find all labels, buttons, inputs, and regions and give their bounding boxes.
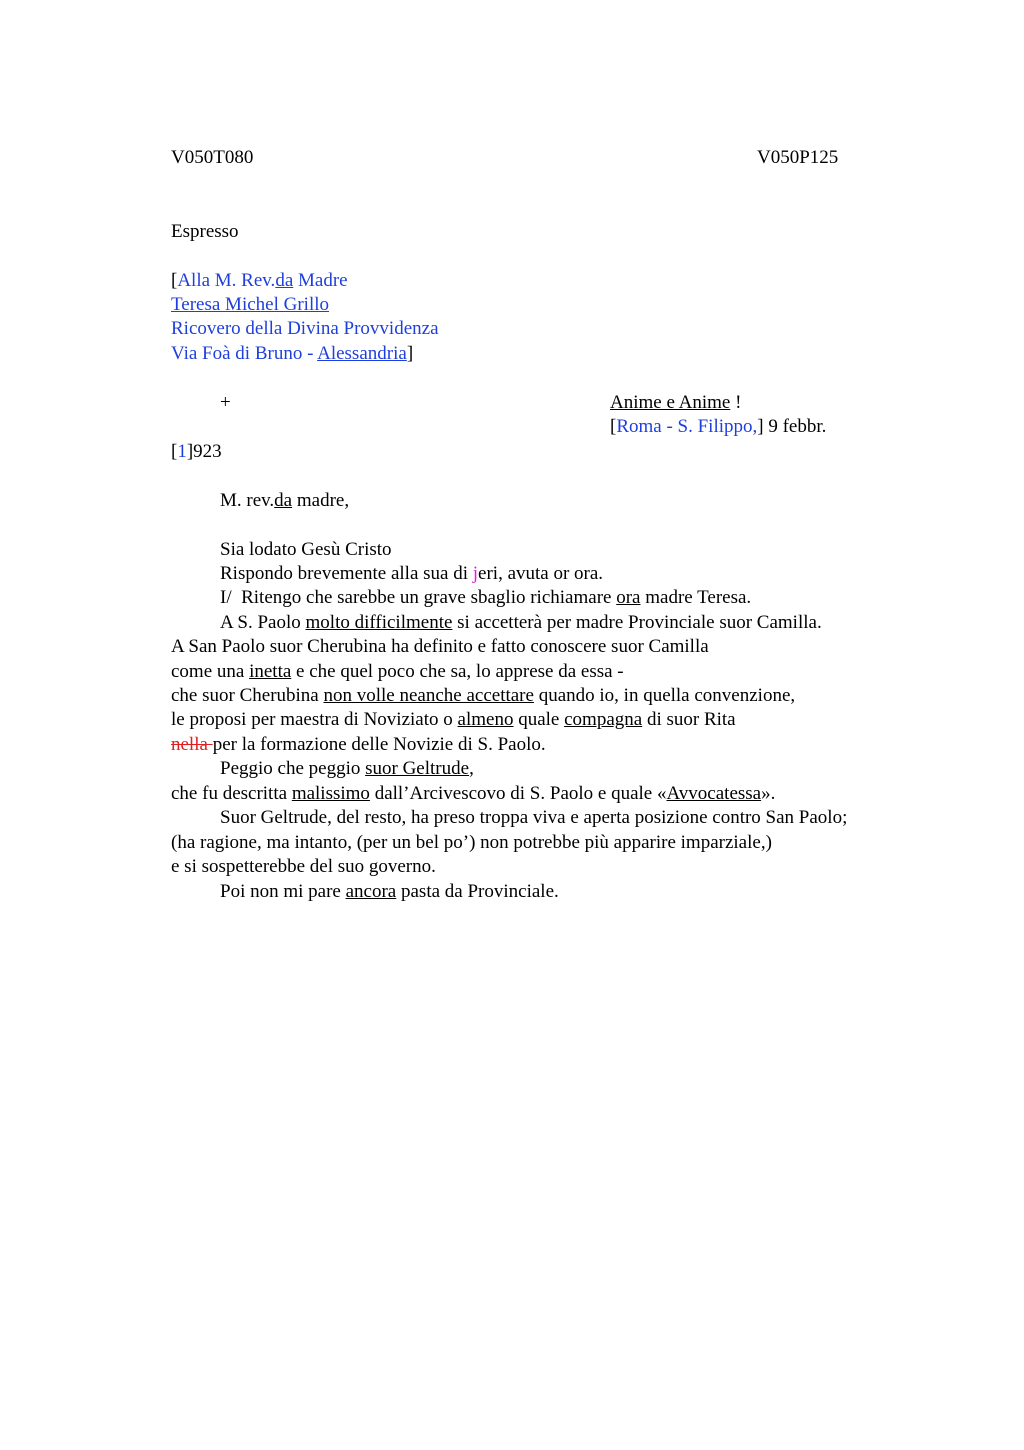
document-code-right: V050P125 <box>757 147 839 168</box>
year: [1]923 <box>171 441 222 462</box>
place-date: [Roma - S. Filippo,] 9 febbr. <box>610 416 827 437</box>
salutation: M. rev.da madre, <box>220 490 350 511</box>
motto: Anime e Anime ! <box>610 392 742 413</box>
body-line-5: A San Paolo suor Cherubina ha definito e fatto conoscere suor Camilla <box>171 636 709 657</box>
body-line-6: come una inetta e che quel poco che sa, lo apprese da essa - <box>171 661 624 682</box>
body-line-2: Rispondo brevemente alla sua di jeri, avuta or ora. <box>220 563 604 584</box>
address-line-1: [Alla M. Rev.da Madre <box>171 270 348 291</box>
cross-symbol: + <box>220 392 231 413</box>
body-line-3: I/ Ritengo che sarebbe un grave sbaglio richiamare ora madre Teresa. <box>220 587 752 608</box>
document-code-left: V050T080 <box>171 147 254 168</box>
body-line-14: e si sospetterebbe del suo governo. <box>171 856 436 877</box>
address-line-2: Teresa Michel Grillo <box>171 294 330 315</box>
struck-word: nella <box>171 734 213 755</box>
body-line-9: nella per la formazione delle Novizie di S. Paolo. <box>171 734 546 755</box>
body-line-13: (ha ragione, ma intanto, (per un bel po’) non potrebbe più apparire imparziale,) <box>171 832 772 853</box>
body-line-12: Suor Geltrude, del resto, ha preso troppa viva e aperta posizione contro San Paolo; <box>220 807 848 828</box>
body-line-10: Peggio che peggio suor Geltrude, <box>220 758 474 779</box>
body-line-11: che fu descritta malissimo dall’Arcivescovo di S. Paolo e quale «Avvocatessa». <box>171 783 776 804</box>
address-line-3: Ricovero della Divina Provvidenza <box>171 318 439 339</box>
body-line-4: A S. Paolo molto difficilmente si accetterà per madre Provinciale suor Camilla. <box>220 612 822 633</box>
body-line-1: Sia lodato Gesù Cristo <box>220 539 392 560</box>
body-line-8: le proposi per maestra di Noviziato o almeno quale compagna di suor Rita <box>171 709 736 730</box>
body-line-15: Poi non mi pare ancora pasta da Provinciale. <box>220 881 559 902</box>
body-line-7: che suor Cherubina non volle neanche accettare quando io, in quella convenzione, <box>171 685 796 706</box>
address-line-4: Via Foà di Bruno - Alessandria] <box>171 343 414 364</box>
espresso-label: Espresso <box>171 221 239 242</box>
